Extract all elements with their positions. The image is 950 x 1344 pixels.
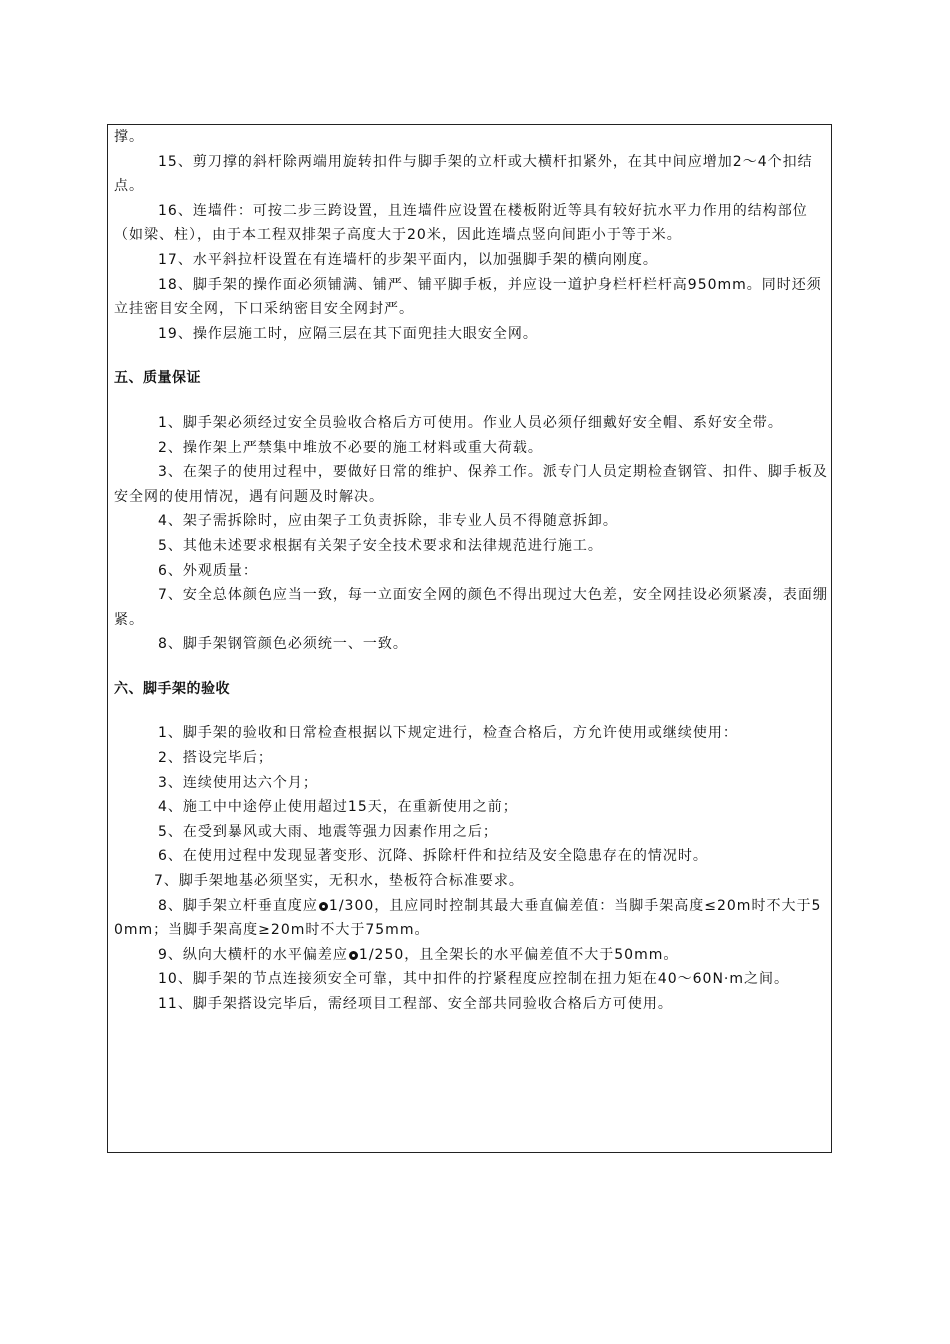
section-heading-quality: 五、质量保证 [114,370,201,387]
list-item: 4、施工中中途停止使用超过15天，在重新使用之前； [158,799,518,816]
list-item: 17、水平斜拉杆设置在有连墙杆的步架平面内，以加强脚手架的横向刚度。 [158,251,658,268]
intro-tail: 撑。 [114,129,144,145]
item8-text-a: 8、脚手架立杆垂直度应 [158,897,318,914]
list-item: 6、外观质量： [158,562,258,579]
list-item: 3、连续使用达六个月； [158,774,318,791]
list-item: 19、操作层施工时，应隔三层在其下面兜挂大眼安全网。 [158,325,538,342]
list-item: 2、操作架上严禁集中堆放不必要的施工材料或重大荷载。 [158,439,543,456]
list-item: 7、安全总体颜色应当一致，每一立面安全网的颜色不得出现过大色差，安全网挂设必须紧凑，表面绷紧。 [114,587,828,628]
list-item: 5、在受到暴风或大雨、地震等强力因素作用之后； [158,823,498,840]
item9-text-b: 1/250，且全架长的水平偏差值不大于50mm。 [358,946,679,963]
list-item: 8、脚手架钢管颜色必须统一、一致。 [158,636,408,653]
list-item: 15、剪刀撑的斜杆除两端用旋转扣件与脚手架的立杆或大横杆扣紧外，在其中间应增加2～4个扣结点。 [114,153,813,195]
list-item: 1、脚手架必须经过安全员验收合格后方可使用。作业人员必须仔细戴好安全帽、系好安全带。 [158,414,783,431]
list-item: 3、在架子的使用过程中，要做好日常的维护、保养工作。派专门人员定期检查钢管、扣件、脚手板及安全网的使用情况，遇有问题及时解决。 [114,464,828,505]
list-item: 10、脚手架的节点连接须安全可靠，其中扣件的拧紧程度应控制在扭力矩在40～60N·m之间。 [158,971,790,988]
list-item: 1、脚手架的验收和日常检查根据以下规定进行，检查合格后，方允许使用或继续使用： [158,725,738,742]
list-item: 18、脚手架的操作面必须铺满、铺严、铺平脚手板，并应设一道护身栏杆栏杆高950mm。同时还须立挂密目安全网，下口采纳密目安全网封严。 [114,276,822,318]
list-item [114,894,828,943]
list-item [114,943,828,968]
item8-text-b: 1/300，且应同时控制其最大垂直偏差值：当脚手架高度≤20m时不大于50mm；当脚手架高度≥20m时不大于75mm。 [114,897,822,939]
list-item: 6、在使用过程中发现显著变形、沉降、拆除杆件和拉结及安全隐患存在的情况时。 [158,848,708,865]
list-item: 11、脚手架搭设完毕后，需经项目工程部、安全部共同验收合格后方可使用。 [158,996,673,1012]
document-body [114,125,828,1017]
circle-mark-icon [319,902,328,911]
list-item: 4、架子需拆除时，应由架子工负责拆除，非专业人员不得随意拆卸。 [158,513,618,530]
list-item: 5、其他未述要求根据有关架子安全技术要求和法律规范进行施工。 [158,537,603,554]
list-item: 2、搭设完毕后； [158,750,273,767]
section-heading-acceptance: 六、脚手架的验收 [114,680,230,697]
item9-text-a: 9、纵向大横杆的水平偏差应 [158,946,348,963]
circle-mark-icon [349,951,358,960]
list-item: 16、连墙件：可按二步三跨设置，且连墙件应设置在楼板附近等具有较好抗水平力作用的结构部位（如梁、柱），由于本工程双排架子高度大于20米，因此连墙点竖向间距小于等于米。 [114,202,808,244]
list-item: 7、脚手架地基必须坚实，无积水，垫板符合标准要求。 [154,873,524,890]
